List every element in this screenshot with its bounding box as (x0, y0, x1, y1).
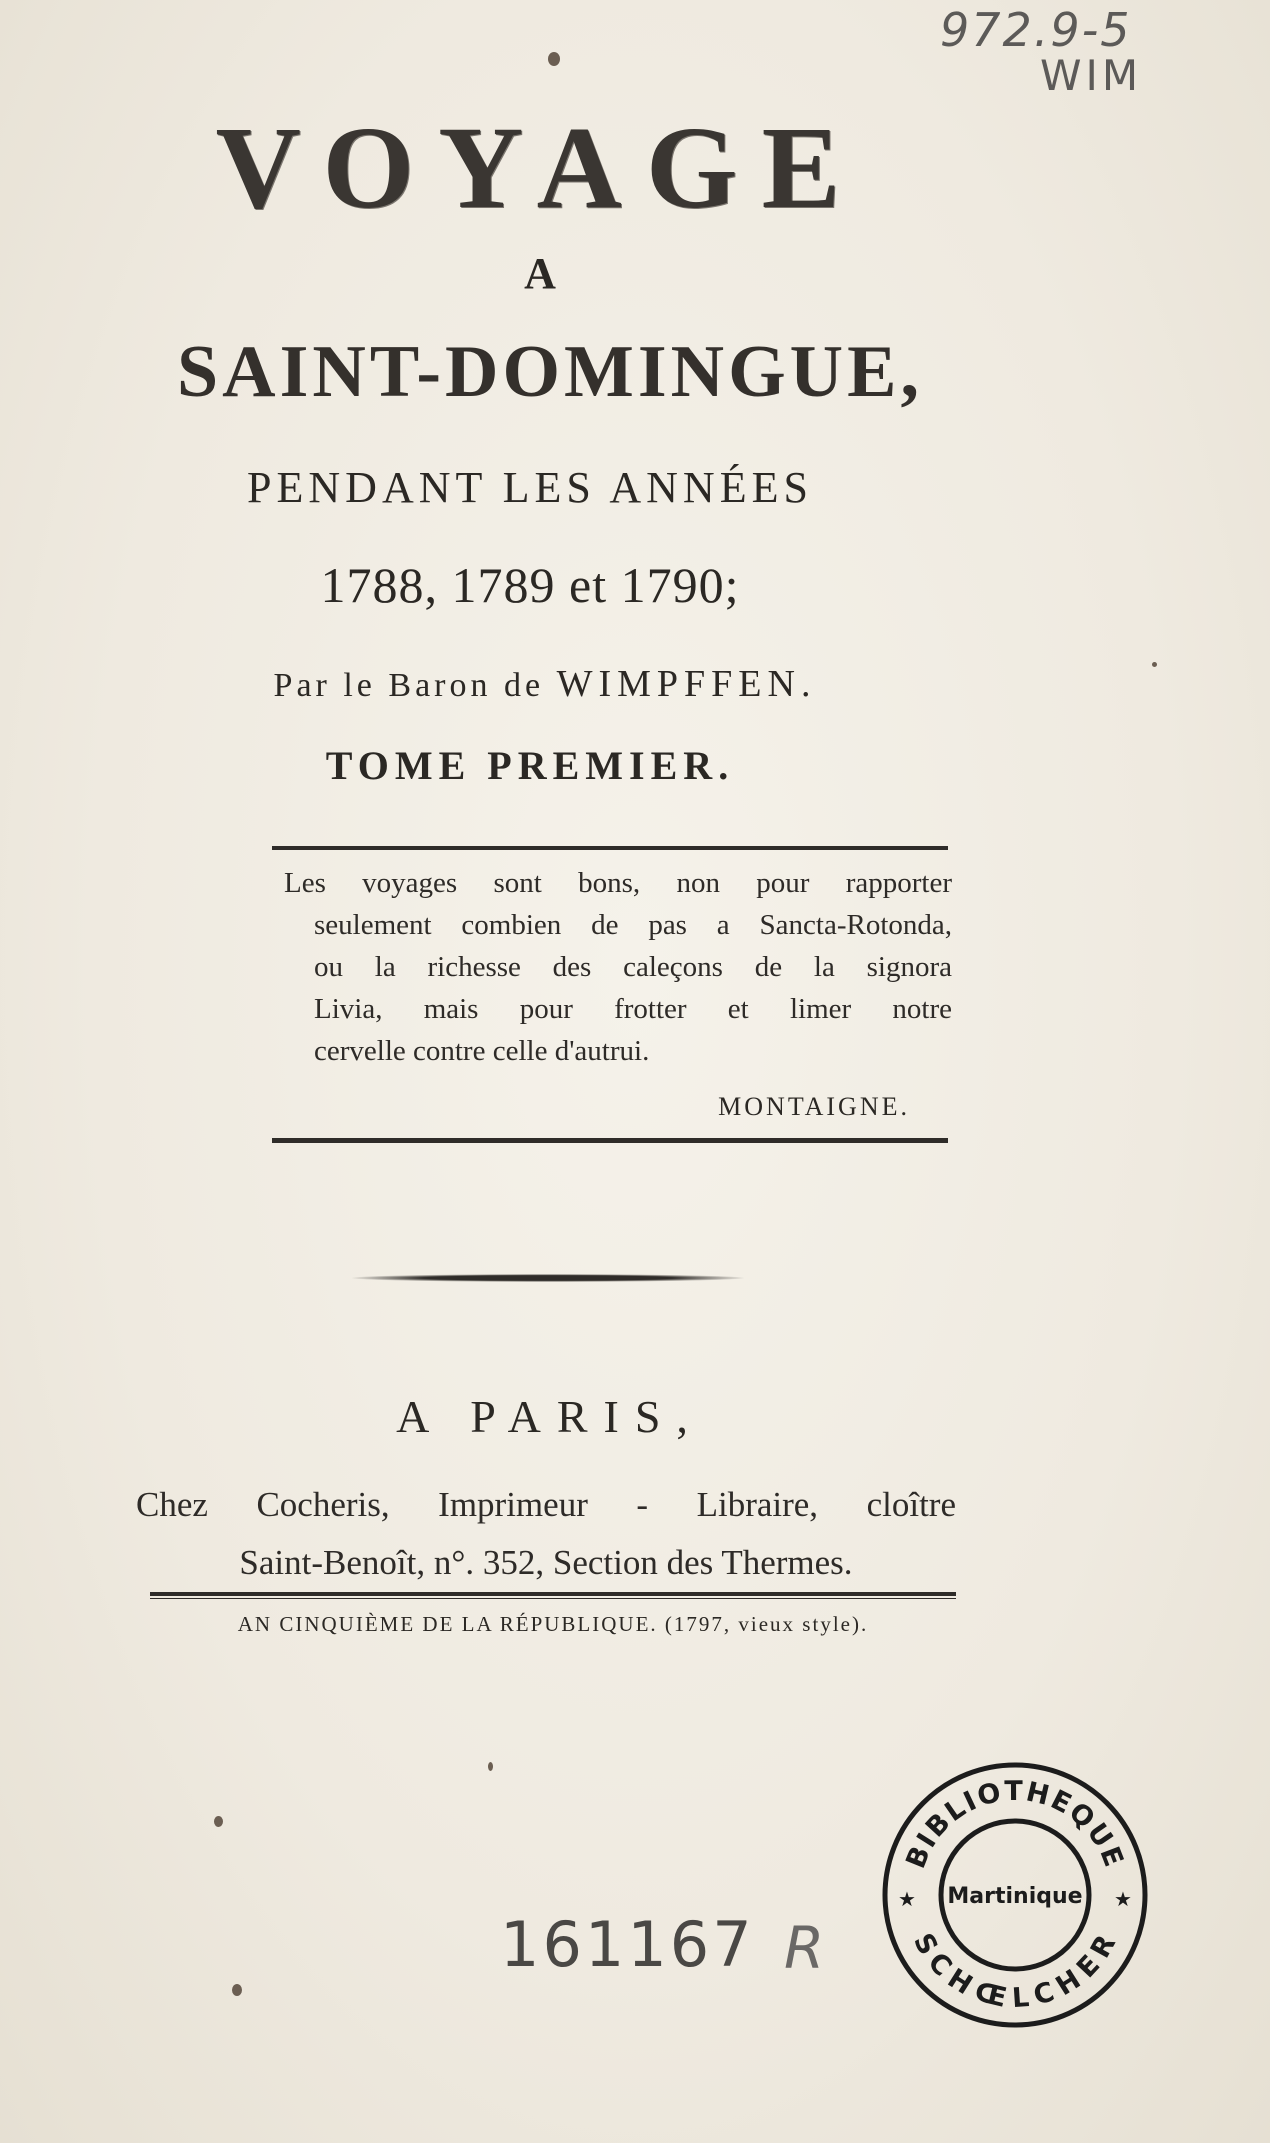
imprint-date: AN CINQUIÈME DE LA RÉPUBLIQUE. (1797, vieux style). (237, 1612, 869, 1636)
foxing-spot (1152, 662, 1157, 667)
stamp-center-text: Martinique (947, 1884, 1083, 1909)
imprint-publisher (136, 1476, 956, 1592)
call-number-class: 972.9-5 (940, 3, 1132, 57)
imprint-rule-thin (150, 1598, 956, 1599)
stamp-star-icon: ★ (898, 1887, 916, 1911)
imprint-publisher-line: Chez Cocheris, Imprimeur - Libraire, cloître (136, 1485, 956, 1524)
epigraph-line: ou la richesse des caleçons de la signora (314, 951, 952, 983)
library-stamp (880, 1760, 1150, 2030)
epigraph-line: Les voyages sont bons, non pour rapporter (284, 867, 952, 899)
call-number-cutter: WIM (1040, 51, 1143, 101)
epigraph-attribution: MONTAIGNE. (718, 1092, 910, 1121)
foxing-spot (232, 1984, 242, 1996)
book-title: VOYAGE (215, 102, 865, 233)
ornamental-rule (352, 1274, 744, 1282)
accession-suffix: R (784, 1914, 825, 1982)
volume-label: TOME PREMIER. (325, 743, 735, 788)
foxing-spot (548, 52, 560, 66)
stamp-top-text: BIBLIOTHEQUE (900, 1775, 1130, 1873)
epigraph-line: cervelle contre celle d'autrui. (314, 1035, 650, 1067)
author-name: WIMPFFEN. (556, 663, 817, 705)
title-preposition: A (524, 249, 556, 298)
epigraph-line: seulement combien de pas a Sancta-Rotonda, (314, 909, 952, 941)
title-place: SAINT-DOMINGUE, (177, 331, 923, 413)
epigraph (284, 862, 952, 1072)
epigraph-line: Livia, mais pour frotter et limer notre (314, 993, 952, 1025)
author-line (130, 662, 960, 706)
accession-number: 161167 (500, 1908, 755, 1981)
epigraph-rule-bottom (272, 1138, 948, 1143)
stamp-bottom-text: SCHŒLCHER (907, 1928, 1123, 2015)
foxing-spot (214, 1816, 223, 1827)
years: 1788, 1789 et 1790; (320, 557, 740, 613)
foxing-spot (488, 1762, 493, 1771)
years-label: PENDANT LES ANNÉES (247, 463, 813, 512)
imprint-address-line: Saint-Benoît, n°. 352, Section des Thermes. (239, 1543, 853, 1582)
author-prefix: Par le Baron de (273, 667, 545, 704)
stamp-star-icon: ★ (1114, 1887, 1132, 1911)
epigraph-rule-top (272, 846, 948, 850)
call-number (940, 3, 1240, 101)
imprint-rule (150, 1592, 956, 1596)
imprint-city: A PARIS, (396, 1391, 704, 1442)
